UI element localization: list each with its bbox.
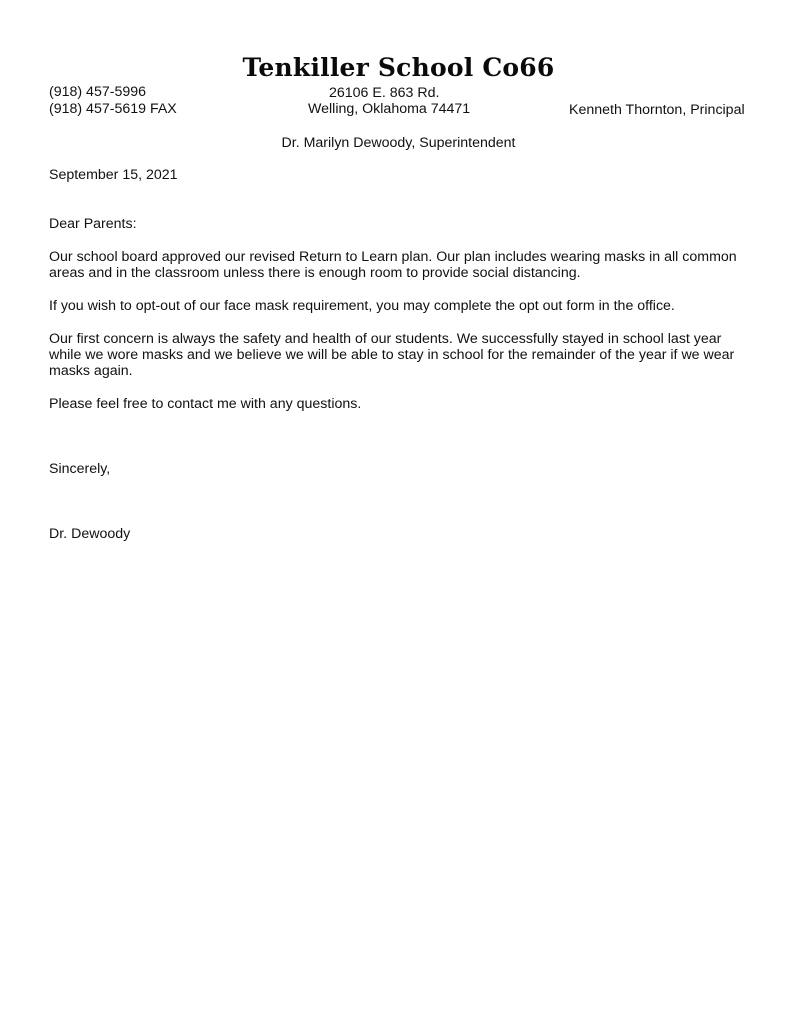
- closing: Sincerely,: [49, 461, 111, 477]
- paragraph-contact: [49, 396, 749, 412]
- paragraph-return-to-learn: [49, 249, 749, 281]
- paragraph-line: Please feel free to contact me with any questions.: [49, 396, 362, 412]
- phone-number: (918) 457-5996: [49, 84, 147, 100]
- signature-name: Dr. Dewoody: [49, 526, 131, 542]
- paragraph-line: masks again.: [49, 363, 133, 379]
- paragraph-line: Our school board approved our revised Return to Learn plan. Our plan includes wearing masks in all common: [49, 249, 737, 265]
- salutation: Dear Parents:: [49, 216, 137, 232]
- superintendent-name: Dr. Marilyn Dewoody, Superintendent: [281, 135, 516, 151]
- paragraph-safety: [49, 331, 749, 379]
- paragraph-line: Our first concern is always the safety and health of our students. We successfully stayed in school last year: [49, 331, 722, 347]
- paragraph-opt-out: [49, 298, 749, 314]
- letter-date: September 15, 2021: [49, 167, 178, 183]
- principal-name: Kenneth Thornton, Principal: [569, 102, 745, 118]
- paragraph-line: while we wore masks and we believe we will be able to stay in school for the remainder of the year if we wear: [49, 347, 735, 363]
- paragraph-line: If you wish to opt-out of our face mask requirement, you may complete the opt out form in the office.: [49, 298, 675, 314]
- paragraph-line: areas and in the classroom unless there is enough room to provide social distancing.: [49, 265, 581, 281]
- city-state-zip: Welling, Oklahoma 74471: [308, 101, 471, 117]
- fax-number: (918) 457-5619 FAX: [49, 101, 177, 117]
- street-address: 26106 E. 863 Rd.: [329, 85, 440, 101]
- school-name-heading: Tenkiller School Co66: [242, 53, 555, 82]
